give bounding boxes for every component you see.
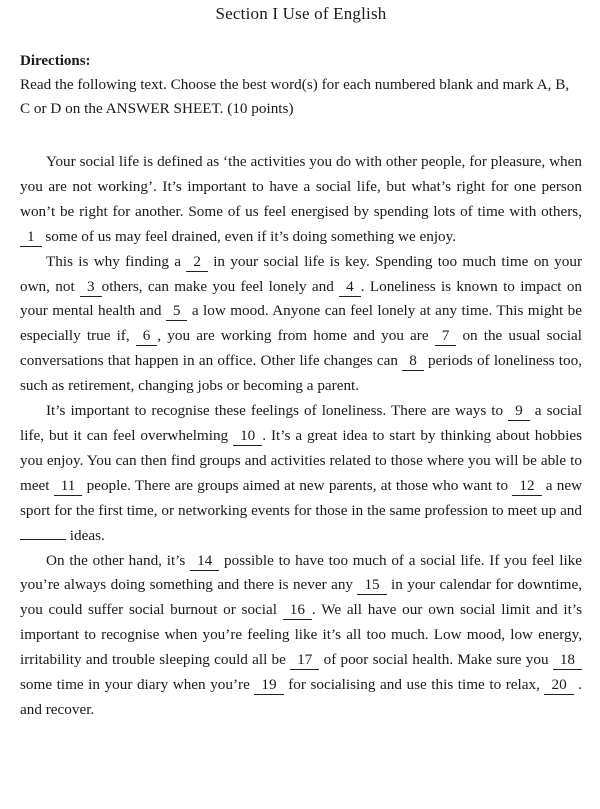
blank-15[interactable]: 15 [357,576,386,595]
blank-6[interactable]: 6 [136,327,158,346]
blank-7[interactable]: 7 [435,327,457,346]
paragraph-4 [20,549,582,723]
blank-8[interactable]: 8 [402,352,424,371]
passage-text: On the other hand, it’s [46,551,186,569]
paragraph-3 [20,399,582,548]
passage-text: . and recover. [20,676,583,718]
section-title: Section I Use of English [215,4,387,23]
blank-13[interactable] [20,525,66,540]
passage [20,150,582,723]
passage-text: some time in your diary when you’re [20,676,250,694]
passage-text: a social life, but it can feel overwhelming [20,402,583,444]
passage-text: some of us may feel drained, even if it’s doing something we enjoy. [45,227,457,245]
passage-text: This is why finding a [46,252,182,270]
passage-text: in your calendar for downtime, you could suffer social burnout or social [20,576,583,619]
blank-4[interactable]: 4 [339,278,361,297]
blank-3[interactable]: 3 [80,278,102,297]
paragraph-2 [20,250,582,399]
passage-text: ideas. [69,526,105,544]
blank-19[interactable]: 19 [254,676,283,695]
passage-text: for socialising and use this time to relax, [288,676,540,694]
blank-14[interactable]: 14 [190,552,219,571]
passage-text: Your social life is defined as ‘the activities you do with other people, for pleasure, when you are not working’. It’s important to have a social life, but what’s right for one person won’t be right for another. Some of us feel energised by spending lots of time with others, [20,153,582,220]
passage-text: . It’s a great idea to start by thinking about hobbies you enjoy. You can then find groups and activities related to those where you will be able to meet [20,426,582,494]
passage-text: , you are working from home and you are [157,327,429,345]
passage-text: a low mood. Anyone can feel lonely at any time. This might be especially true if, [20,302,582,345]
passage-text: . We all have our own social limit and it’s important to recognise when you’re feeling like it’s all too much. Low mood, low energy, irritability and trouble sleeping could all be [20,601,582,669]
blank-20[interactable]: 20 [544,676,573,695]
passage-text: . Loneliness is known to impact on your mental health and [20,277,583,320]
passage-text: a new sport for the first time, or networking events for those in the same profession to meet up and [20,476,583,519]
blank-11[interactable]: 11 [54,477,83,496]
paragraph-1 [20,150,582,250]
passage-text: people. There are groups aimed at new parents, at those who want to [86,476,509,494]
blank-16[interactable]: 16 [283,601,312,620]
passage-text: periods of loneliness too, such as retirement, changing jobs or becoming a parent. [20,352,582,395]
passage-text: of poor social health. Make sure you [323,651,549,669]
blank-18[interactable]: 18 [553,651,582,670]
passage-text: possible to have too much of a social life. If you feel like you’re always doing something and there is never any [20,551,583,594]
passage-text: in your social life is key. Spending too much time on your own, not [20,252,582,295]
passage-text: It’s important to recognise these feelings of loneliness. There are ways to [46,402,504,420]
directions-text: Read the following text. Choose the best word(s) for each numbered blank and mark A, B, C or D on the ANSWER SHEET. (10 points) [20,76,570,117]
blank-10[interactable]: 10 [233,427,262,446]
blank-12[interactable]: 12 [512,477,541,496]
blank-17[interactable]: 17 [290,651,319,670]
directions-heading: Directions: [20,53,91,69]
blank-5[interactable]: 5 [166,302,188,321]
passage-text: others, can make you feel lonely and [101,277,334,295]
blank-2[interactable]: 2 [186,253,208,272]
blank-1[interactable]: 1 [20,228,42,247]
blank-9[interactable]: 9 [508,402,530,421]
passage-text: on the usual social conversations that happen in an office. Other life changes can [20,327,583,370]
